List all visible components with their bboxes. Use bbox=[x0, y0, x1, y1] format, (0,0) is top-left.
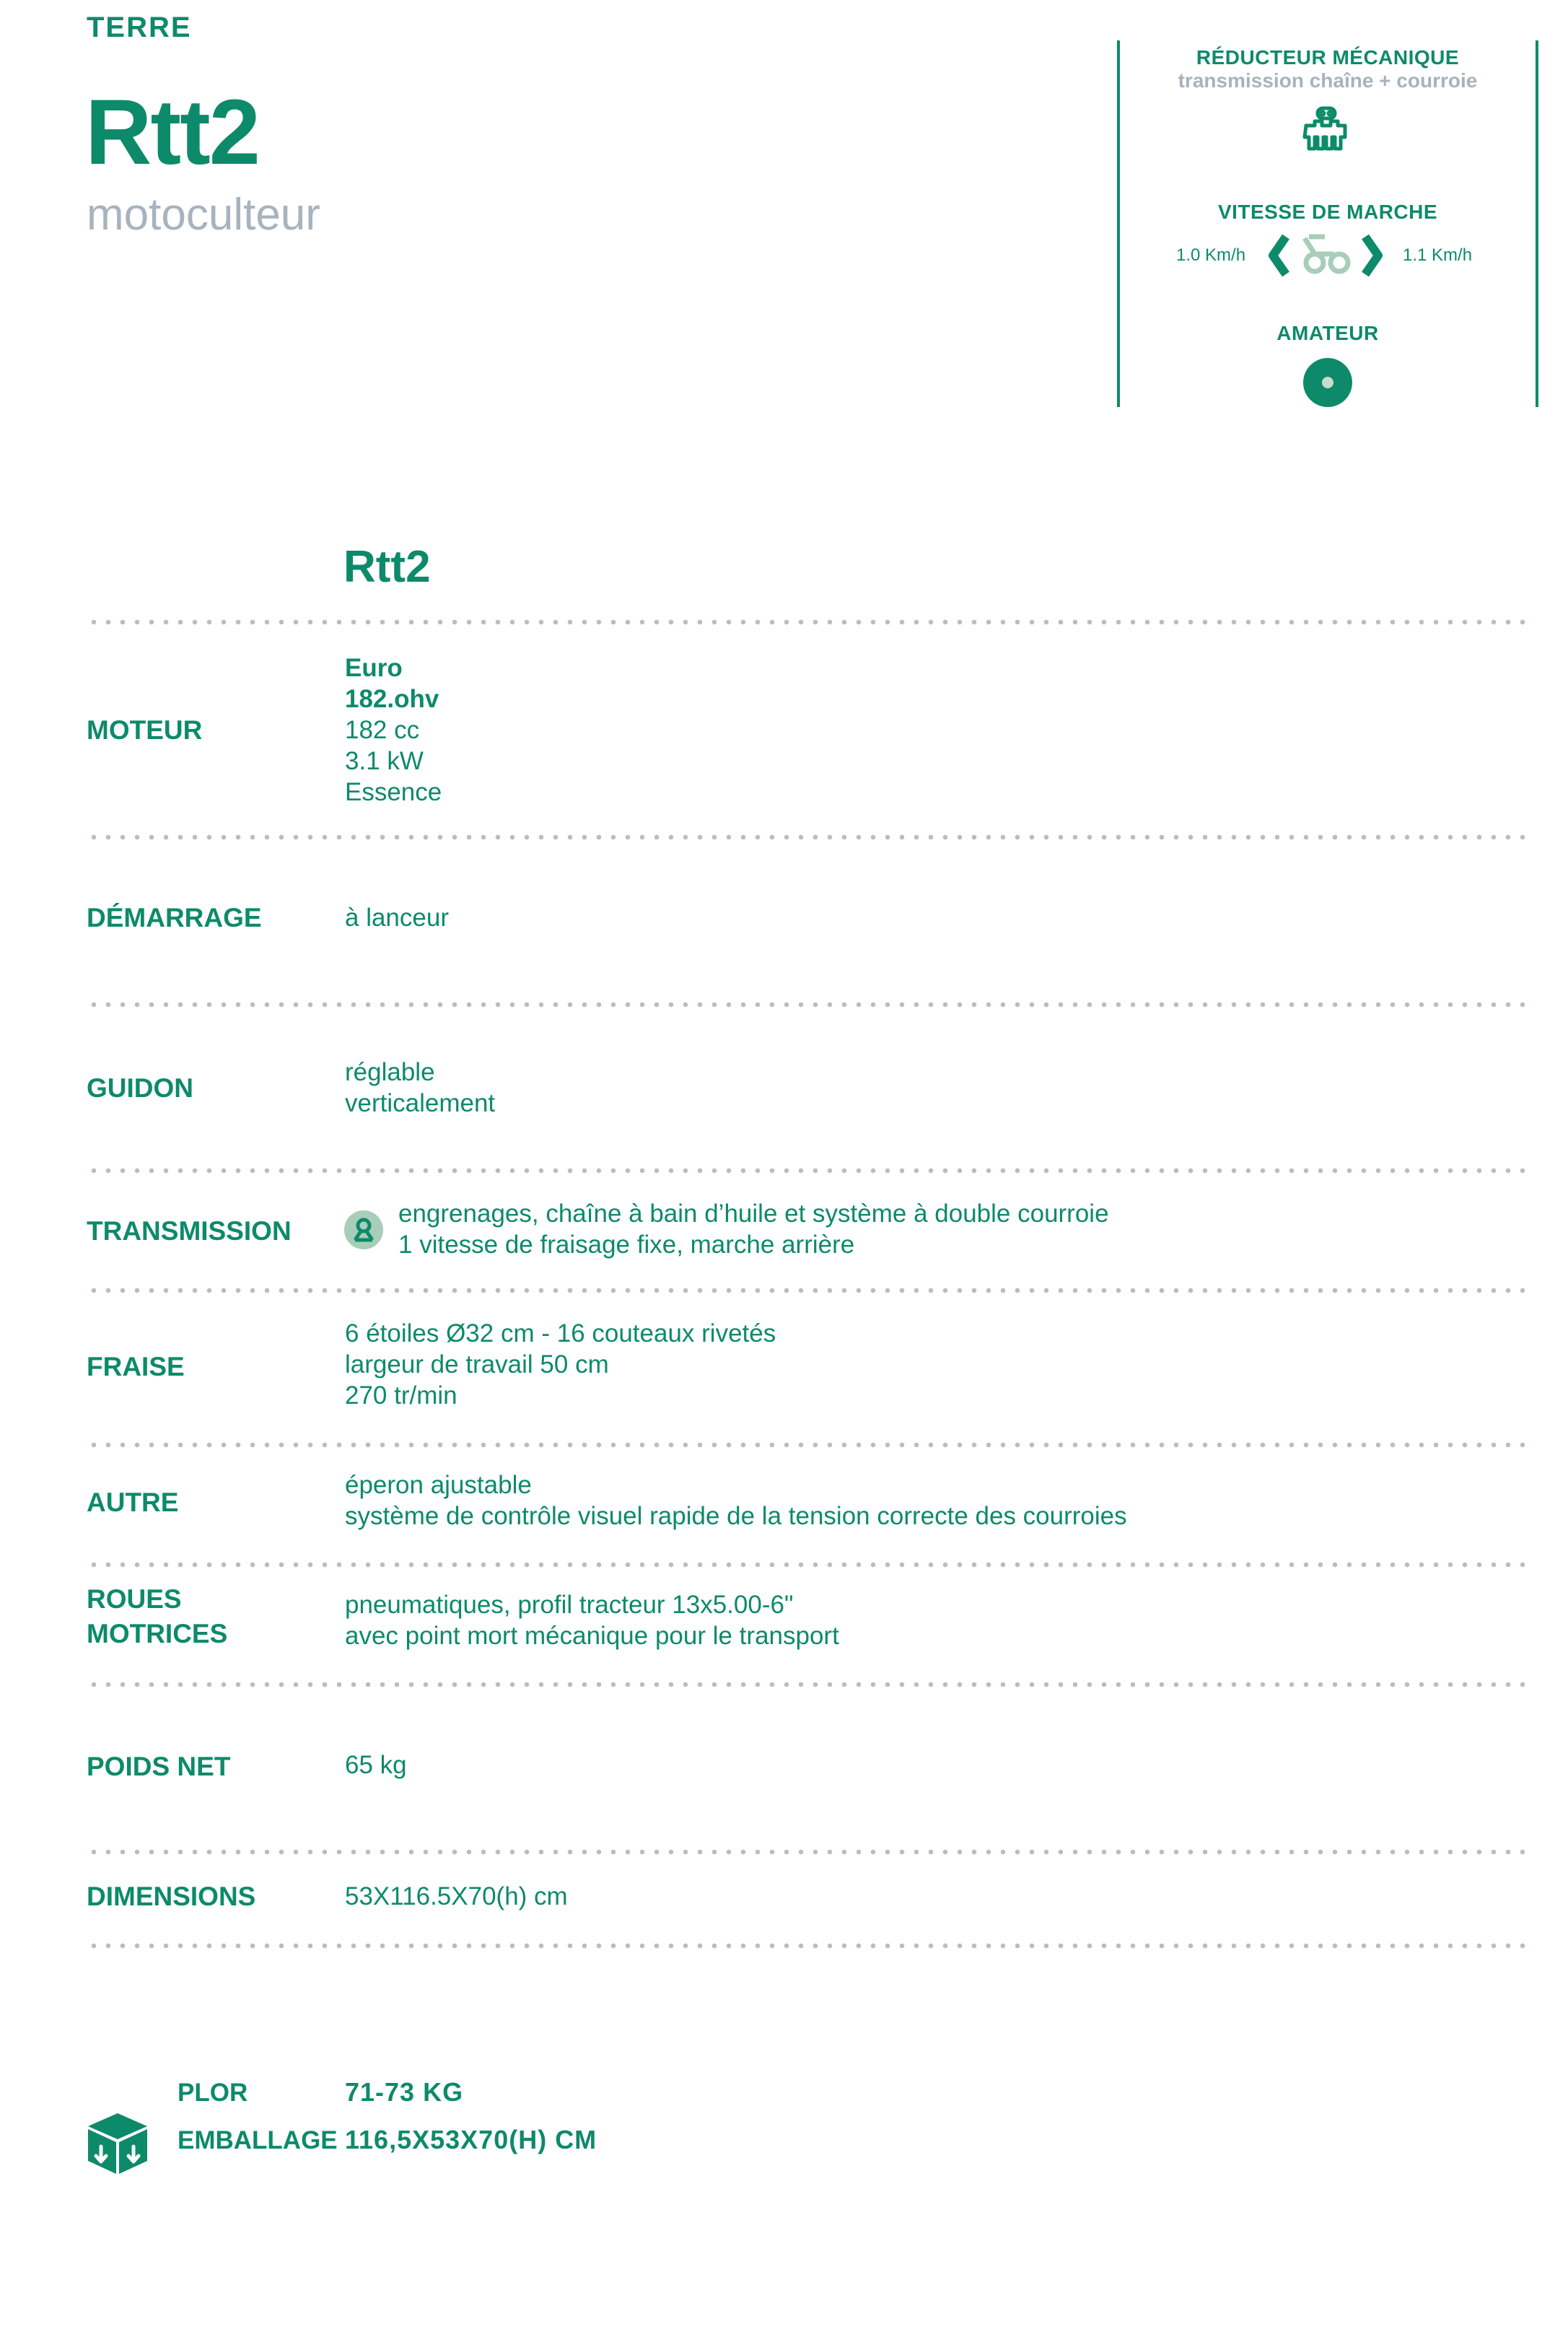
spec-label-tiller: FRAISE bbox=[87, 1352, 185, 1381]
packaging-label: EMBALLAGE bbox=[178, 2126, 338, 2154]
spec-value-start: à lanceur bbox=[345, 904, 449, 932]
page-title: Rtt2 bbox=[85, 81, 259, 184]
divider bbox=[87, 619, 1526, 625]
spec-value-engine: Euro 182.ohv 182 cc 3.1 kW Essence bbox=[345, 654, 442, 806]
page-subtitle: motoculteur bbox=[87, 190, 320, 240]
spec-value-dimensions: 53X116.5X70(h) cm bbox=[345, 1882, 568, 1910]
divider bbox=[87, 1682, 1526, 1687]
divider bbox=[87, 1168, 1526, 1174]
divider bbox=[87, 1849, 1526, 1855]
spec-value-tiller: 6 étoiles Ø32 cm - 16 couteaux rivetés largeur de travail 50 cm 270 tr/min bbox=[345, 1319, 776, 1410]
spec-label-transmission: TRANSMISSION bbox=[87, 1216, 292, 1246]
reducer-subtitle: transmission chaîne + courroie bbox=[1178, 69, 1478, 92]
level-title: AMATEUR bbox=[1276, 322, 1379, 344]
spec-label-handlebar: GUIDON bbox=[87, 1073, 193, 1103]
speed-max: 1.1 Km/h bbox=[1403, 245, 1473, 265]
divider bbox=[87, 1562, 1526, 1568]
feature-panel bbox=[1117, 40, 1538, 407]
walking-speed-icon bbox=[1264, 231, 1387, 280]
spec-label-wheels: ROUES MOTRICES bbox=[87, 1584, 228, 1648]
spec-label-weight: POIDS NET bbox=[87, 1752, 231, 1781]
spec-label-other: AUTRE bbox=[87, 1488, 179, 1517]
plor-label: PLOR bbox=[178, 2079, 248, 2107]
reducer-title: RÉDUCTEUR MÉCANIQUE bbox=[1196, 46, 1460, 69]
speed-min: 1.0 Km/h bbox=[1176, 245, 1246, 265]
packaging-value: 116,5X53X70(H) CM bbox=[345, 2125, 597, 2154]
gear-reducer-icon bbox=[1300, 105, 1352, 157]
divider bbox=[87, 834, 1526, 840]
speed-title: VITESSE DE MARCHE bbox=[1217, 201, 1438, 223]
spec-value-transmission: engrenages, chaîne à bain d’huile et système à double courroie 1 vitesse de fraisage fixe, marche arrière bbox=[398, 1200, 1109, 1259]
spec-value-wheels: pneumatiques, profil tracteur 13x5.00-6" avec point mort mécanique pour le transport bbox=[345, 1591, 839, 1650]
plor-value: 71-73 KG bbox=[345, 2077, 464, 2107]
spec-label-engine: MOTEUR bbox=[87, 715, 203, 745]
divider bbox=[87, 1002, 1526, 1008]
spec-value-handlebar: réglable verticalement bbox=[345, 1058, 496, 1117]
spec-label-dimensions: DIMENSIONS bbox=[87, 1882, 256, 1911]
package-box-icon bbox=[85, 2110, 150, 2175]
category-label: TERRE bbox=[87, 12, 192, 43]
spec-value-other: éperon ajustable système de contrôle visuel rapide de la tension correcte des courroies bbox=[345, 1471, 1127, 1530]
transmission-icon bbox=[343, 1210, 384, 1250]
divider bbox=[87, 1943, 1526, 1949]
level-dot-icon bbox=[1302, 357, 1354, 409]
spec-label-start: DÉMARRAGE bbox=[87, 903, 262, 932]
spec-model-title: Rtt2 bbox=[343, 542, 431, 592]
divider bbox=[87, 1288, 1526, 1293]
divider bbox=[87, 1442, 1526, 1448]
spec-value-weight: 65 kg bbox=[345, 1751, 407, 1779]
